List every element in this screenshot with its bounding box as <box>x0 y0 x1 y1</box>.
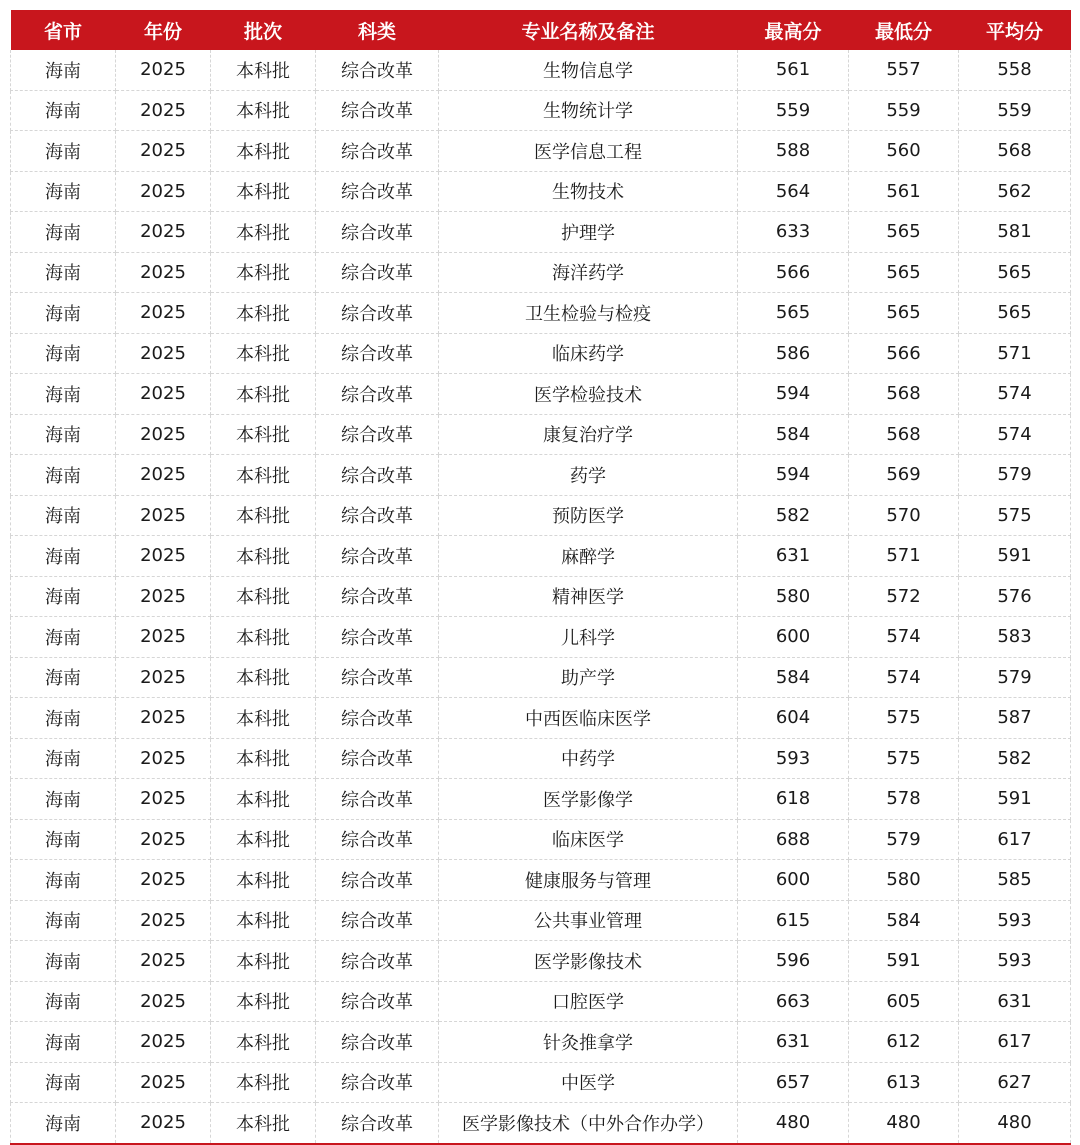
cell-year: 2025 <box>116 333 211 374</box>
cell-max-score: 631 <box>738 1022 849 1063</box>
cell-year: 2025 <box>116 1062 211 1103</box>
cell-max-score: 586 <box>738 333 849 374</box>
cell-category: 综合改革 <box>316 576 439 617</box>
cell-province: 海南 <box>11 900 116 941</box>
cell-province: 海南 <box>11 698 116 739</box>
cell-batch: 本科批 <box>211 576 316 617</box>
cell-avg-score: 591 <box>959 536 1071 577</box>
cell-min-score: 574 <box>849 657 959 698</box>
cell-year: 2025 <box>116 819 211 860</box>
cell-category: 综合改革 <box>316 1022 439 1063</box>
cell-min-score: 566 <box>849 333 959 374</box>
cell-max-score: 580 <box>738 576 849 617</box>
cell-major: 助产学 <box>439 657 738 698</box>
cell-avg-score: 627 <box>959 1062 1071 1103</box>
table-row <box>11 779 1071 820</box>
cell-batch: 本科批 <box>211 333 316 374</box>
cell-max-score: 657 <box>738 1062 849 1103</box>
cell-batch: 本科批 <box>211 252 316 293</box>
table-row <box>11 1103 1071 1144</box>
cell-year: 2025 <box>116 50 211 90</box>
cell-category: 综合改革 <box>316 900 439 941</box>
cell-year: 2025 <box>116 900 211 941</box>
column-header-max-score: 最高分 <box>738 10 849 50</box>
table-row <box>11 1062 1071 1103</box>
cell-province: 海南 <box>11 819 116 860</box>
cell-batch: 本科批 <box>211 455 316 496</box>
cell-avg-score: 617 <box>959 819 1071 860</box>
cell-min-score: 560 <box>849 131 959 172</box>
cell-batch: 本科批 <box>211 131 316 172</box>
cell-avg-score: 574 <box>959 414 1071 455</box>
cell-batch: 本科批 <box>211 657 316 698</box>
cell-avg-score: 576 <box>959 576 1071 617</box>
cell-province: 海南 <box>11 981 116 1022</box>
cell-province: 海南 <box>11 212 116 253</box>
cell-avg-score: 574 <box>959 374 1071 415</box>
column-header-province: 省市 <box>11 10 116 50</box>
cell-category: 综合改革 <box>316 455 439 496</box>
cell-year: 2025 <box>116 252 211 293</box>
cell-min-score: 557 <box>849 50 959 90</box>
cell-category: 综合改革 <box>316 819 439 860</box>
cell-avg-score: 583 <box>959 617 1071 658</box>
cell-min-score: 559 <box>849 90 959 131</box>
cell-year: 2025 <box>116 374 211 415</box>
table-row <box>11 657 1071 698</box>
cell-province: 海南 <box>11 860 116 901</box>
cell-major: 医学影像技术 <box>439 941 738 982</box>
table-row <box>11 171 1071 212</box>
score-table-container <box>10 10 1070 1145</box>
cell-province: 海南 <box>11 779 116 820</box>
cell-province: 海南 <box>11 657 116 698</box>
cell-year: 2025 <box>116 414 211 455</box>
cell-province: 海南 <box>11 293 116 334</box>
cell-batch: 本科批 <box>211 738 316 779</box>
cell-province: 海南 <box>11 1103 116 1144</box>
cell-max-score: 594 <box>738 374 849 415</box>
cell-min-score: 578 <box>849 779 959 820</box>
cell-major: 海洋药学 <box>439 252 738 293</box>
cell-province: 海南 <box>11 1022 116 1063</box>
table-row <box>11 536 1071 577</box>
cell-category: 综合改革 <box>316 414 439 455</box>
cell-max-score: 565 <box>738 293 849 334</box>
cell-max-score: 566 <box>738 252 849 293</box>
cell-category: 综合改革 <box>316 738 439 779</box>
cell-avg-score: 558 <box>959 50 1071 90</box>
cell-batch: 本科批 <box>211 90 316 131</box>
cell-category: 综合改革 <box>316 1062 439 1103</box>
cell-major: 临床药学 <box>439 333 738 374</box>
cell-major: 生物技术 <box>439 171 738 212</box>
cell-category: 综合改革 <box>316 50 439 90</box>
cell-avg-score: 593 <box>959 941 1071 982</box>
cell-max-score: 561 <box>738 50 849 90</box>
cell-max-score: 480 <box>738 1103 849 1144</box>
cell-max-score: 631 <box>738 536 849 577</box>
table-row <box>11 1022 1071 1063</box>
cell-year: 2025 <box>116 698 211 739</box>
table-row <box>11 455 1071 496</box>
cell-year: 2025 <box>116 455 211 496</box>
column-header-avg-score: 平均分 <box>959 10 1071 50</box>
cell-category: 综合改革 <box>316 617 439 658</box>
cell-year: 2025 <box>116 495 211 536</box>
table-row <box>11 374 1071 415</box>
cell-category: 综合改革 <box>316 252 439 293</box>
cell-max-score: 584 <box>738 657 849 698</box>
cell-max-score: 582 <box>738 495 849 536</box>
cell-max-score: 633 <box>738 212 849 253</box>
score-table <box>10 10 1071 1145</box>
cell-avg-score: 480 <box>959 1103 1071 1144</box>
cell-year: 2025 <box>116 171 211 212</box>
cell-major: 护理学 <box>439 212 738 253</box>
table-row <box>11 131 1071 172</box>
cell-max-score: 600 <box>738 617 849 658</box>
cell-min-score: 575 <box>849 738 959 779</box>
cell-batch: 本科批 <box>211 698 316 739</box>
cell-year: 2025 <box>116 293 211 334</box>
table-row <box>11 617 1071 658</box>
cell-min-score: 569 <box>849 455 959 496</box>
cell-min-score: 613 <box>849 1062 959 1103</box>
cell-max-score: 559 <box>738 90 849 131</box>
cell-batch: 本科批 <box>211 617 316 658</box>
cell-avg-score: 631 <box>959 981 1071 1022</box>
cell-major: 公共事业管理 <box>439 900 738 941</box>
cell-min-score: 580 <box>849 860 959 901</box>
table-row <box>11 900 1071 941</box>
cell-max-score: 600 <box>738 860 849 901</box>
cell-max-score: 593 <box>738 738 849 779</box>
cell-category: 综合改革 <box>316 171 439 212</box>
table-header <box>11 10 1071 50</box>
cell-min-score: 612 <box>849 1022 959 1063</box>
cell-province: 海南 <box>11 171 116 212</box>
table-row <box>11 860 1071 901</box>
cell-category: 综合改革 <box>316 333 439 374</box>
cell-major: 针灸推拿学 <box>439 1022 738 1063</box>
cell-major: 生物信息学 <box>439 50 738 90</box>
cell-avg-score: 565 <box>959 293 1071 334</box>
table-row <box>11 576 1071 617</box>
cell-max-score: 688 <box>738 819 849 860</box>
table-row <box>11 698 1071 739</box>
cell-category: 综合改革 <box>316 90 439 131</box>
cell-batch: 本科批 <box>211 1103 316 1144</box>
cell-province: 海南 <box>11 576 116 617</box>
cell-year: 2025 <box>116 131 211 172</box>
table-row <box>11 495 1071 536</box>
cell-major: 儿科学 <box>439 617 738 658</box>
cell-major: 中医学 <box>439 1062 738 1103</box>
column-header-batch: 批次 <box>211 10 316 50</box>
cell-province: 海南 <box>11 131 116 172</box>
cell-year: 2025 <box>116 1103 211 1144</box>
cell-year: 2025 <box>116 617 211 658</box>
cell-batch: 本科批 <box>211 779 316 820</box>
cell-category: 综合改革 <box>316 536 439 577</box>
cell-province: 海南 <box>11 536 116 577</box>
cell-max-score: 564 <box>738 171 849 212</box>
cell-avg-score: 575 <box>959 495 1071 536</box>
cell-batch: 本科批 <box>211 1062 316 1103</box>
cell-category: 综合改革 <box>316 1103 439 1144</box>
cell-batch: 本科批 <box>211 171 316 212</box>
cell-avg-score: 581 <box>959 212 1071 253</box>
cell-category: 综合改革 <box>316 941 439 982</box>
cell-min-score: 568 <box>849 374 959 415</box>
cell-category: 综合改革 <box>316 698 439 739</box>
cell-max-score: 584 <box>738 414 849 455</box>
cell-avg-score: 587 <box>959 698 1071 739</box>
column-header-year: 年份 <box>116 10 211 50</box>
table-row <box>11 738 1071 779</box>
cell-category: 综合改革 <box>316 374 439 415</box>
cell-batch: 本科批 <box>211 900 316 941</box>
table-row <box>11 333 1071 374</box>
cell-province: 海南 <box>11 252 116 293</box>
cell-category: 综合改革 <box>316 981 439 1022</box>
cell-major: 卫生检验与检疫 <box>439 293 738 334</box>
cell-min-score: 584 <box>849 900 959 941</box>
cell-year: 2025 <box>116 536 211 577</box>
cell-min-score: 561 <box>849 171 959 212</box>
cell-min-score: 480 <box>849 1103 959 1144</box>
cell-province: 海南 <box>11 941 116 982</box>
cell-year: 2025 <box>116 738 211 779</box>
cell-province: 海南 <box>11 495 116 536</box>
table-row <box>11 293 1071 334</box>
cell-major: 麻醉学 <box>439 536 738 577</box>
cell-max-score: 663 <box>738 981 849 1022</box>
table-body <box>11 50 1071 1144</box>
header-row <box>11 10 1071 50</box>
cell-year: 2025 <box>116 860 211 901</box>
cell-year: 2025 <box>116 941 211 982</box>
cell-major: 预防医学 <box>439 495 738 536</box>
cell-category: 综合改革 <box>316 495 439 536</box>
cell-batch: 本科批 <box>211 374 316 415</box>
cell-min-score: 591 <box>849 941 959 982</box>
cell-avg-score: 582 <box>959 738 1071 779</box>
cell-major: 中西医临床医学 <box>439 698 738 739</box>
cell-major: 医学检验技术 <box>439 374 738 415</box>
cell-batch: 本科批 <box>211 981 316 1022</box>
cell-avg-score: 559 <box>959 90 1071 131</box>
column-header-min-score: 最低分 <box>849 10 959 50</box>
cell-major: 康复治疗学 <box>439 414 738 455</box>
cell-year: 2025 <box>116 576 211 617</box>
cell-province: 海南 <box>11 50 116 90</box>
cell-major: 精神医学 <box>439 576 738 617</box>
cell-min-score: 565 <box>849 212 959 253</box>
cell-min-score: 568 <box>849 414 959 455</box>
cell-year: 2025 <box>116 1022 211 1063</box>
cell-avg-score: 579 <box>959 455 1071 496</box>
cell-category: 综合改革 <box>316 657 439 698</box>
table-row <box>11 50 1071 90</box>
table-row <box>11 941 1071 982</box>
cell-max-score: 604 <box>738 698 849 739</box>
cell-province: 海南 <box>11 455 116 496</box>
cell-category: 综合改革 <box>316 293 439 334</box>
cell-batch: 本科批 <box>211 941 316 982</box>
cell-major: 医学影像技术（中外合作办学） <box>439 1103 738 1144</box>
cell-avg-score: 579 <box>959 657 1071 698</box>
cell-batch: 本科批 <box>211 536 316 577</box>
cell-province: 海南 <box>11 1062 116 1103</box>
cell-avg-score: 617 <box>959 1022 1071 1063</box>
table-row <box>11 252 1071 293</box>
cell-major: 生物统计学 <box>439 90 738 131</box>
cell-avg-score: 585 <box>959 860 1071 901</box>
cell-min-score: 605 <box>849 981 959 1022</box>
cell-avg-score: 568 <box>959 131 1071 172</box>
table-row <box>11 90 1071 131</box>
cell-max-score: 594 <box>738 455 849 496</box>
cell-min-score: 572 <box>849 576 959 617</box>
cell-major: 药学 <box>439 455 738 496</box>
cell-avg-score: 591 <box>959 779 1071 820</box>
cell-batch: 本科批 <box>211 414 316 455</box>
cell-major: 健康服务与管理 <box>439 860 738 901</box>
cell-batch: 本科批 <box>211 819 316 860</box>
cell-max-score: 615 <box>738 900 849 941</box>
cell-year: 2025 <box>116 981 211 1022</box>
cell-min-score: 565 <box>849 293 959 334</box>
cell-major: 医学信息工程 <box>439 131 738 172</box>
cell-batch: 本科批 <box>211 860 316 901</box>
cell-min-score: 574 <box>849 617 959 658</box>
cell-major: 口腔医学 <box>439 981 738 1022</box>
cell-province: 海南 <box>11 414 116 455</box>
cell-max-score: 618 <box>738 779 849 820</box>
cell-batch: 本科批 <box>211 495 316 536</box>
cell-min-score: 565 <box>849 252 959 293</box>
cell-province: 海南 <box>11 738 116 779</box>
table-row <box>11 414 1071 455</box>
table-row <box>11 981 1071 1022</box>
cell-year: 2025 <box>116 657 211 698</box>
cell-batch: 本科批 <box>211 212 316 253</box>
cell-category: 综合改革 <box>316 779 439 820</box>
cell-avg-score: 593 <box>959 900 1071 941</box>
cell-category: 综合改革 <box>316 131 439 172</box>
cell-category: 综合改革 <box>316 860 439 901</box>
cell-min-score: 570 <box>849 495 959 536</box>
column-header-major: 专业名称及备注 <box>439 10 738 50</box>
cell-province: 海南 <box>11 90 116 131</box>
cell-max-score: 596 <box>738 941 849 982</box>
cell-batch: 本科批 <box>211 293 316 334</box>
cell-min-score: 579 <box>849 819 959 860</box>
cell-avg-score: 562 <box>959 171 1071 212</box>
cell-min-score: 575 <box>849 698 959 739</box>
table-row <box>11 819 1071 860</box>
cell-year: 2025 <box>116 90 211 131</box>
cell-major: 临床医学 <box>439 819 738 860</box>
cell-batch: 本科批 <box>211 50 316 90</box>
cell-year: 2025 <box>116 779 211 820</box>
cell-avg-score: 565 <box>959 252 1071 293</box>
cell-category: 综合改革 <box>316 212 439 253</box>
cell-min-score: 571 <box>849 536 959 577</box>
table-row <box>11 212 1071 253</box>
cell-province: 海南 <box>11 374 116 415</box>
cell-major: 医学影像学 <box>439 779 738 820</box>
cell-province: 海南 <box>11 617 116 658</box>
cell-batch: 本科批 <box>211 1022 316 1063</box>
cell-year: 2025 <box>116 212 211 253</box>
cell-province: 海南 <box>11 333 116 374</box>
column-header-category: 科类 <box>316 10 439 50</box>
cell-avg-score: 571 <box>959 333 1071 374</box>
cell-major: 中药学 <box>439 738 738 779</box>
cell-max-score: 588 <box>738 131 849 172</box>
